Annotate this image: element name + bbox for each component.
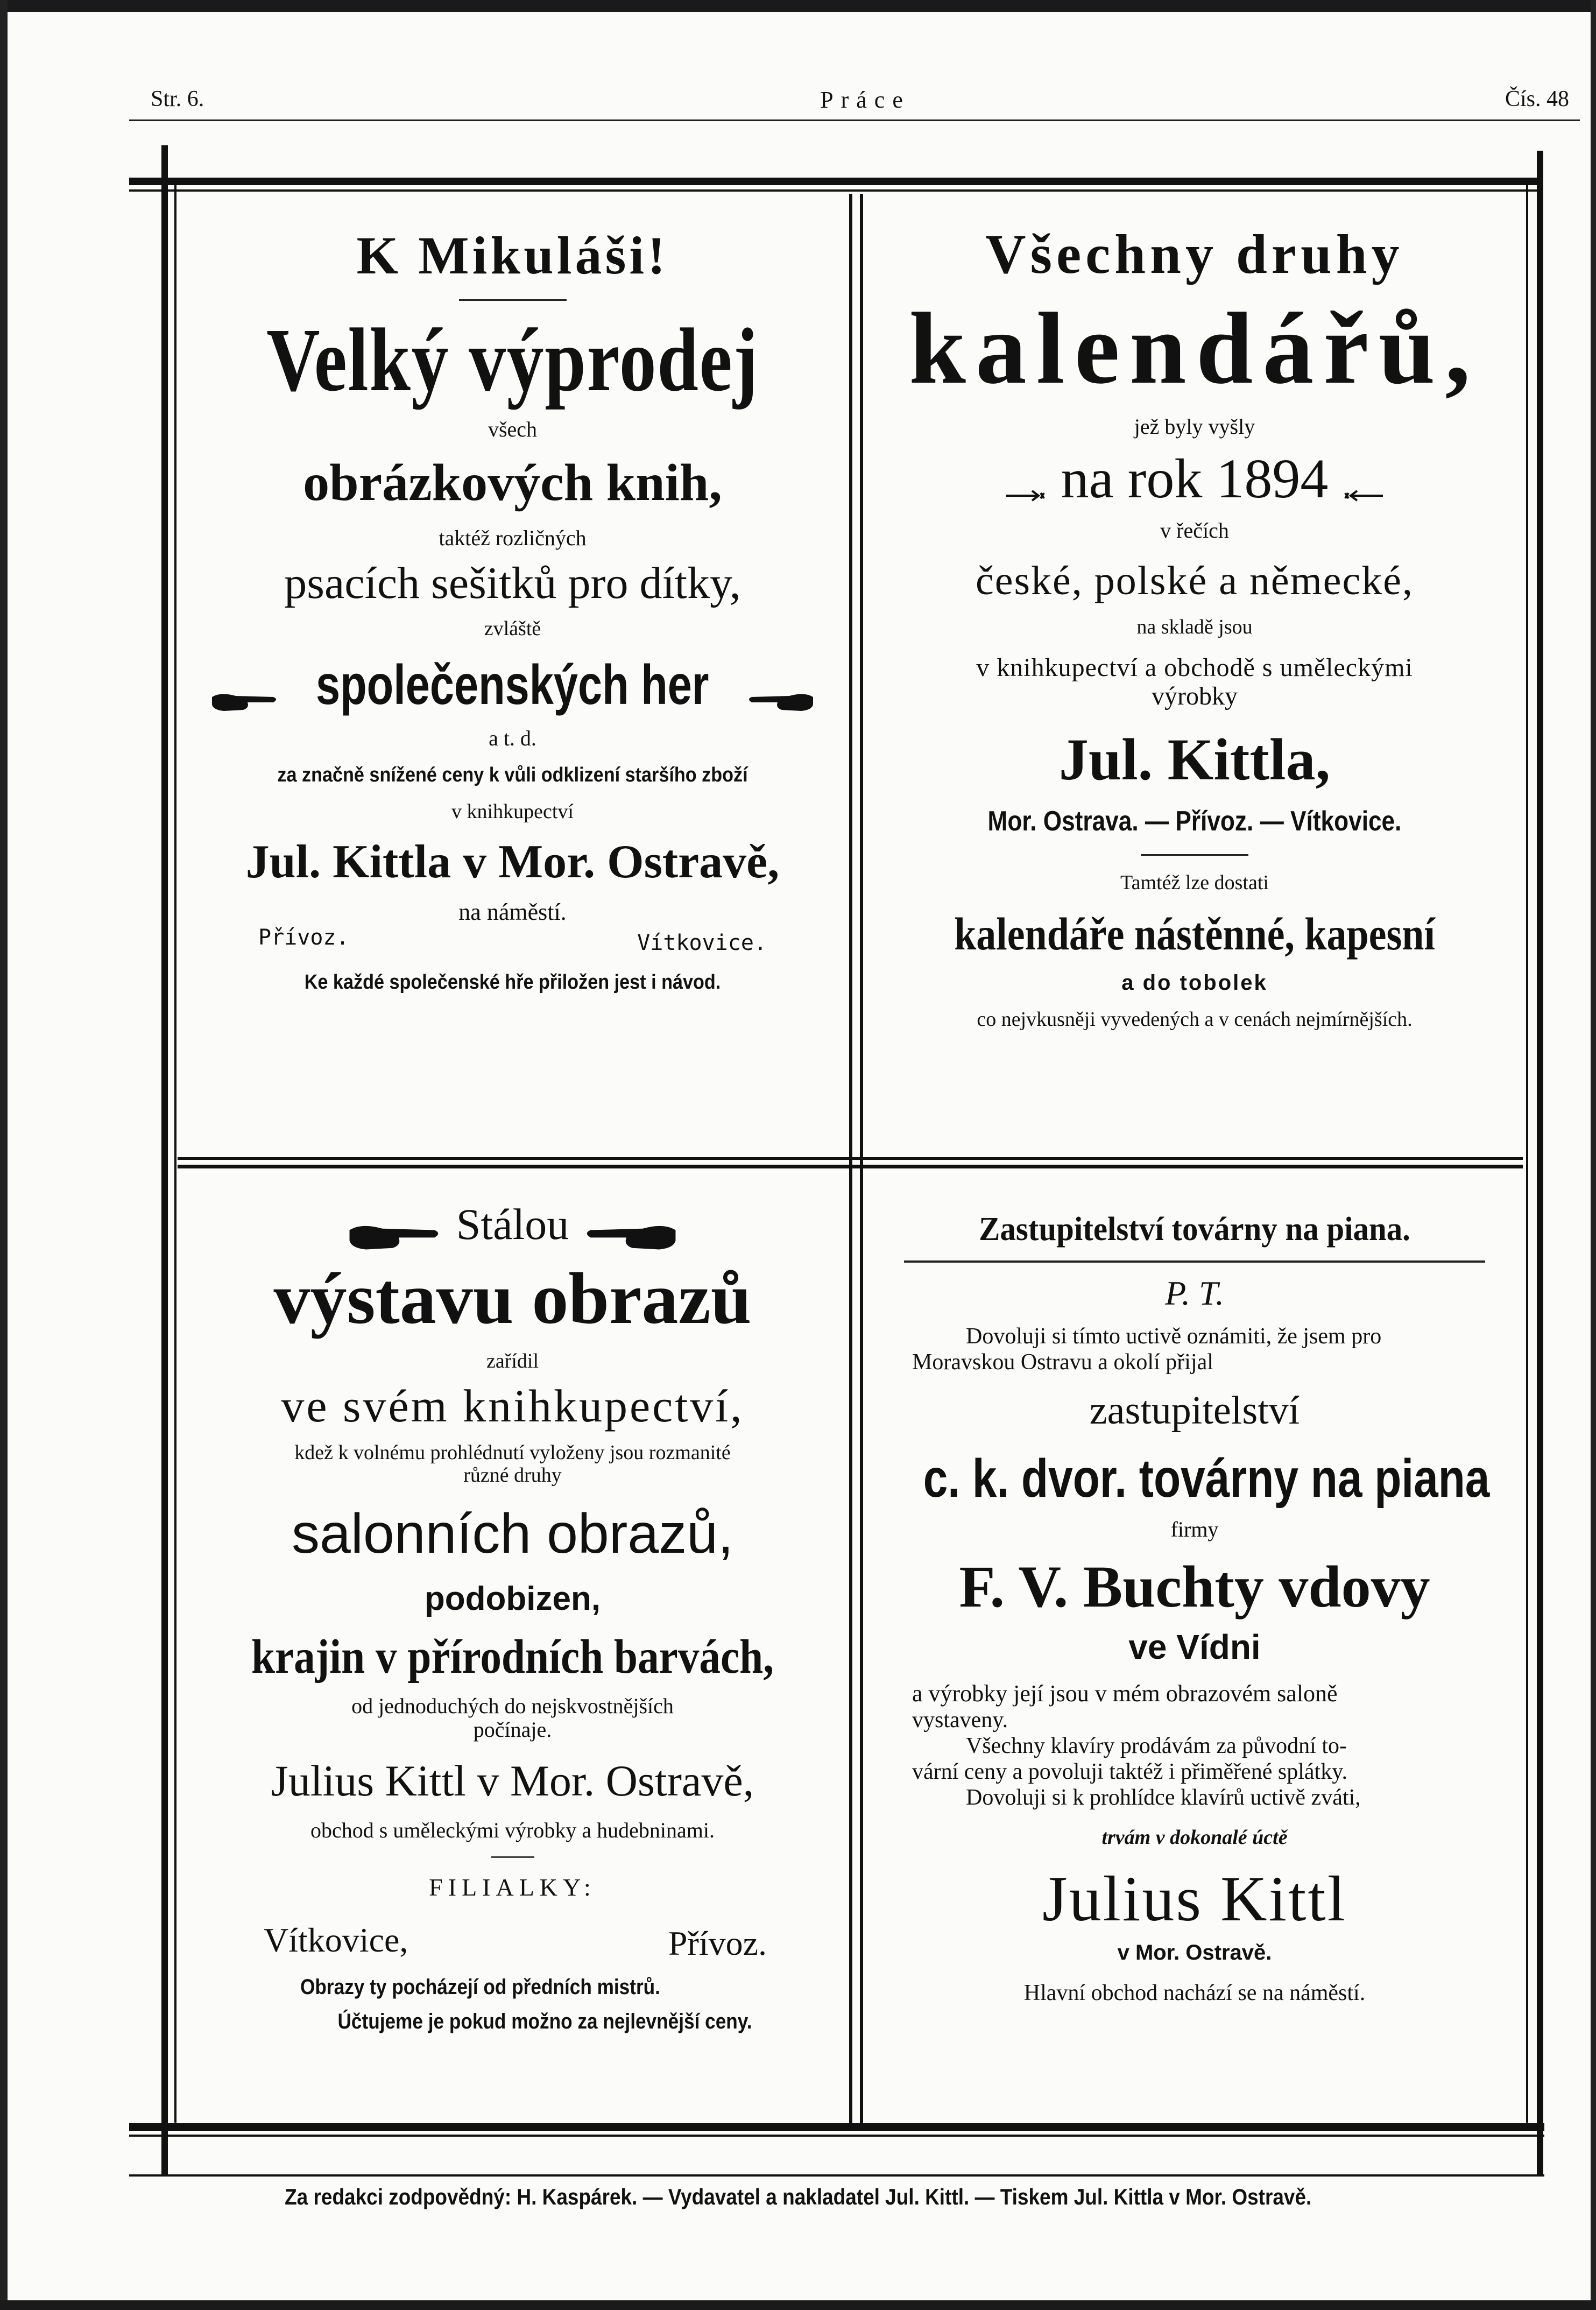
ad4-line-moravskou: Moravskou Ostravu a okolí přijal [912,1349,1213,1375]
ad2-line-na-sklade: na skladě jsou [1136,616,1253,639]
ad4-line-dvor: c. k. dvor. továrny na piana [923,1448,1490,1509]
ad3-line-salonnich: salonních obrazů, [292,1502,733,1565]
ad2-line-v-knihkupectvi: v knihkupectví a obchodě s uměleckými [976,653,1413,682]
row-divider-b [178,1165,1523,1168]
ad3-line-julius: Julius Kittl v Mor. Ostravě, [271,1756,754,1806]
ad1-line-taktez: taktéž rozličných [439,525,587,550]
frame-rule-top [129,178,1539,185]
ad3-line-zaridil: zařídil [486,1349,539,1372]
frame-rule-bottom [129,2123,1544,2131]
ad3-branches [178,1915,848,1963]
ad-mikulas [178,205,848,994]
ad4-para-1 [864,1323,1526,1375]
running-header [151,86,1580,124]
ad4-line-zvati: Dovoluji si k prohlídce klavírů uctivě zváti, [966,1785,1361,1811]
ad3-title: výstavu obrazů [273,1258,752,1340]
ad1-line-za-znacne: za značně snížené ceny k vůli odklizení staršího zboží [277,764,748,787]
ad1-dash [459,299,567,301]
arrow-ornament-icon [1341,488,1384,504]
ad1-branches [178,925,848,955]
frame-rule-top-thin [129,189,1539,192]
ad3-line-ruzne: různé druhy [463,1464,562,1487]
ad1-branch-privoz: Přívoz. [258,925,349,950]
imprint-footer [0,2184,1596,2210]
pointing-hand-right-icon [210,688,280,715]
ad3-line-ve-svem: ve svém knihkupectví, [281,1379,744,1432]
ad3-branch-vitkovice: Vítkovice, [264,1921,408,1960]
scan-border-left [0,0,8,2310]
header-rule [129,119,1580,121]
ad3-line-uctujeme: Účtujeme je pokud možno za nejlevnější ceny. [337,2010,752,2034]
ad3-wave [491,1856,534,1858]
ad2-line-vyrobky: výrobky [1152,681,1238,710]
ad4-line-dovoluji: Dovoluji si tímto uctivě oznámiti, že jsem pro [966,1323,1382,1349]
ad-vystava-obrazu [178,1184,848,2033]
ad3-headline-row [178,1200,848,1256]
ad2-line-ceske: české, polské a německé, [976,558,1414,603]
pointing-hand-left-icon [582,1218,679,1256]
ad1-headline: K Mikuláši! [356,226,669,285]
ad2-line-nastenne: kalendáře nástěnné, kapesní [954,907,1435,960]
ad-piana [864,1184,1526,2005]
imprint-text: Za redakci zodpovědný: H. Kaspárek. — Vydavatel a nakladatel Jul. Kittl. — Tiskem Jul. Kittla v Mor. Ostravě. [284,2184,1312,2209]
ad1-line-atd: a t. d. [489,726,536,751]
pointing-hand-left-icon [745,688,815,715]
ad4-line-firmy: firmy [1170,1517,1219,1541]
ad2-dash [1141,854,1248,856]
ad4-signature: Julius Kittl [1042,1863,1347,1935]
pointing-hand-right-icon [347,1218,443,1256]
ad4-line-vyrobky: a výrobky její jsou v mém obrazovém saloně [912,1680,1338,1707]
frame-rule-bottom-thin [129,2135,1544,2137]
ad3-branch-privoz: Přívoz. [668,1924,767,1963]
column-divider-a [849,194,852,2126]
ad2-line-rok: na rok 1894 [1061,448,1329,510]
ad3-line-obchod: obchod s uměleckými výrobky a hudebninami. [310,1818,715,1842]
ad1-line-na-namesti: na náměstí. [458,898,567,925]
ad3-line-pocinaje: počínaje. [473,1717,552,1742]
ad2-line-kittla: Jul. Kittla, [1058,726,1331,792]
scan-border-right [1591,0,1596,2310]
page-number: Str. 6. [151,87,204,111]
ad4-headline: Zastupitelství továrny na piana. [979,1211,1410,1248]
ad1-line-zvlaste: zvláště [484,617,541,640]
frame-rule-right [1537,151,1543,2174]
ad4-line-zastupitelstvi: zastupitelství [1089,1388,1300,1433]
ad4-line-trvam: trvám v dokonalé úctě [1101,1826,1288,1849]
newspaper-title: Práce [820,87,910,113]
ad1-branch-vitkovice: Vítkovice. [637,930,767,955]
ad2-headline: Všechny druhy [985,223,1404,285]
frame-rule-left [161,145,168,2174]
ad3-line-filialky: FILIALKY: [429,1873,596,1901]
ad2-line-mesta: Mor. Ostrava. — Přívoz. — Vítkovice. [987,805,1402,837]
ad3-line-krajin: krajin v přírodních barvách, [251,1630,774,1684]
arrow-ornament-icon [1005,488,1048,504]
ad1-line-spolecenskych: společenských her [316,653,709,716]
ad1-line-obrazkovych: obrázkových knih, [303,453,722,512]
frame-rule-left-thin [174,185,176,2123]
ad4-rule [904,1260,1485,1263]
ad4-line-ve-vidni: ve Vídni [1128,1627,1261,1666]
footer-rule [129,2174,1544,2177]
ad4-line-mor-ostrave: v Mor. Ostravě. [1117,1941,1272,1965]
ad2-line-tamtez: Tamtéž lze dostati [1120,871,1269,894]
ad4-para-2 [864,1680,1526,1811]
ad1-line-spolecenskych-row [178,654,848,716]
ad3-line-od-jednoduchych: od jednoduchých do nejskvostnějších [351,1694,674,1719]
row-divider-a [178,1157,1523,1160]
ad-kalendare [864,205,1526,1031]
ad2-line-v-recich: v řečích [1160,518,1229,543]
ad4-line-buchty: F. V. Buchty vdovy [959,1553,1430,1619]
ad2-line-jez: jež byly vyšly [1134,414,1255,439]
ad3-line-podobizen: podobizen, [424,1580,601,1618]
ad2-line-tobolek: a do tobolek [1121,971,1268,995]
ad1-line-vsech: všech [488,417,538,441]
ad4-line-klaviry: Všechny klavíry prodávám za původní to- [966,1734,1347,1759]
ad1-line-v-knihkupectvi: v knihkupectví [451,800,574,823]
ad3-line-mistru: Obrazy ty pocházejí od předních mistrů. [300,1975,660,1999]
ad3-headline: Stálou [456,1200,569,1249]
ad2-title: kalendářů, [909,292,1480,406]
ad4-line-tovarni: vární ceny a povoluji taktéž i přiměřené splátky. [912,1759,1347,1785]
scan-border-bottom [0,2300,1596,2310]
scan-border-top [0,0,1596,12]
ad4-line-pt: P. T. [1165,1274,1224,1313]
ad1-title: Velký výprodej [266,310,759,410]
issue-number: Čís. 48 [1505,87,1569,111]
ad4-line-vystaveny: vystaveny. [912,1708,1008,1733]
ad4-line-hlavni: Hlavní obchod nachází se na náměstí. [1023,1981,1366,2006]
column-divider-b [860,194,863,2126]
ad1-line-kittla: Jul. Kittla v Mor. Ostravě, [245,835,780,888]
ad3-line-kdez: kdež k volnému prohlédnutí vyloženy jsou rozmanité [294,1441,731,1464]
frame-rule-right-thin [1526,185,1528,2123]
ad1-line-psacich: psacích sešitků pro dítky, [284,558,741,608]
ad1-line-navod: Ke každé společenské hře přiložen jest i návod. [304,970,721,994]
ad2-line-rok-row [864,448,1526,510]
ad2-line-nejvkusneji: co nejvkusněji vyvedených a v cenách nejmírnějších. [977,1008,1413,1031]
